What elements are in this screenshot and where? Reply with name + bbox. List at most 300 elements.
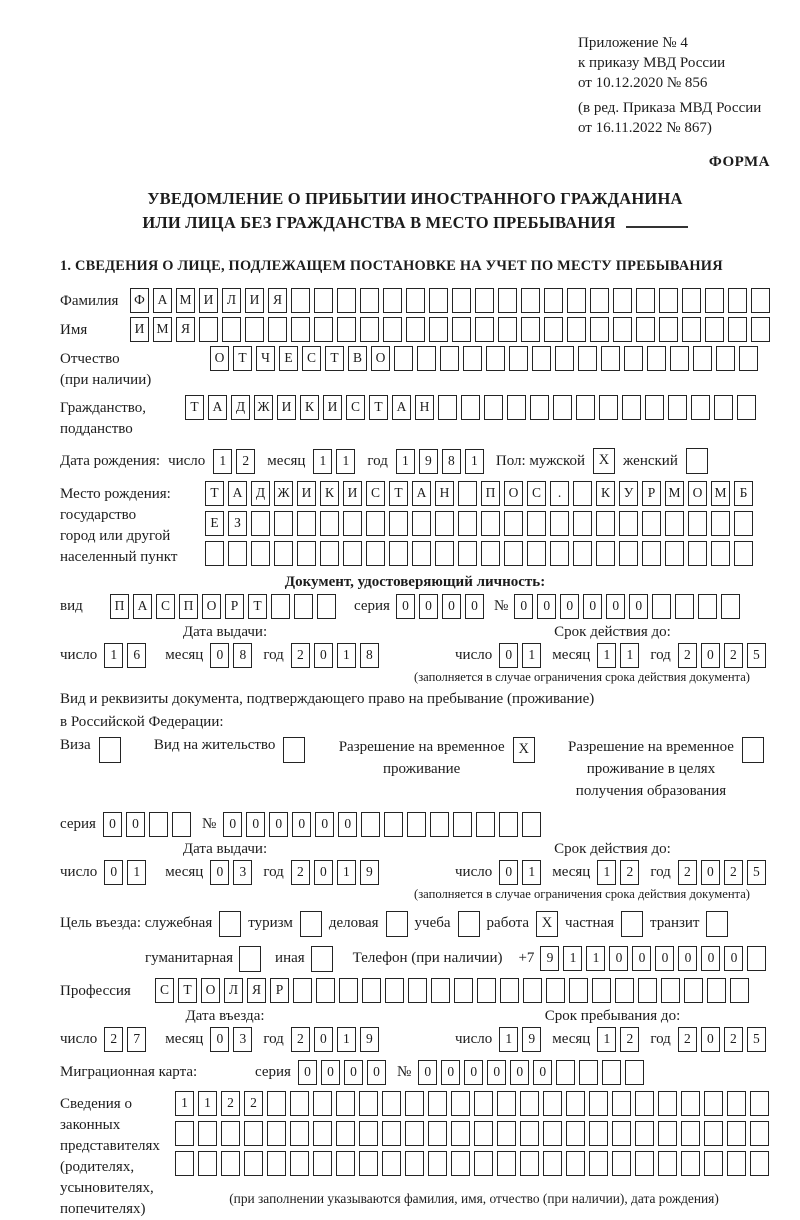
form-cell[interactable] xyxy=(199,317,218,342)
form-cell[interactable] xyxy=(550,541,569,566)
form-cell[interactable] xyxy=(405,1091,424,1116)
form-cell[interactable] xyxy=(452,288,471,313)
form-cell[interactable] xyxy=(274,541,293,566)
form-cell[interactable] xyxy=(727,1121,746,1146)
form-cell[interactable]: 0 xyxy=(609,946,628,971)
form-cell[interactable]: 7 xyxy=(127,1027,146,1052)
form-cell[interactable]: 3 xyxy=(233,1027,252,1052)
form-cell[interactable] xyxy=(734,511,753,536)
form-cell[interactable] xyxy=(497,1121,516,1146)
form-cell[interactable]: М xyxy=(665,481,684,506)
form-cell[interactable] xyxy=(573,481,592,506)
form-cell[interactable]: 0 xyxy=(560,594,579,619)
form-cell[interactable]: 1 xyxy=(597,860,616,885)
form-cell[interactable]: 3 xyxy=(233,860,252,885)
form-cell[interactable] xyxy=(336,1121,355,1146)
form-cell[interactable] xyxy=(481,541,500,566)
form-cell[interactable] xyxy=(521,317,540,342)
form-cell[interactable] xyxy=(313,1121,332,1146)
form-cell[interactable] xyxy=(693,346,712,371)
form-cell[interactable] xyxy=(566,1121,585,1146)
form-cell[interactable] xyxy=(290,1151,309,1176)
form-cell[interactable]: Я xyxy=(176,317,195,342)
form-cell[interactable] xyxy=(428,1121,447,1146)
form-cell[interactable] xyxy=(707,978,726,1003)
form-cell[interactable] xyxy=(417,346,436,371)
form-cell[interactable] xyxy=(314,288,333,313)
form-cell[interactable]: Т xyxy=(389,481,408,506)
form-cell[interactable] xyxy=(336,1091,355,1116)
form-cell[interactable]: 0 xyxy=(724,946,743,971)
form-cell[interactable] xyxy=(497,1151,516,1176)
form-cell[interactable] xyxy=(688,541,707,566)
form-cell[interactable]: 0 xyxy=(223,812,242,837)
form-cell[interactable]: 2 xyxy=(291,860,310,885)
form-cell[interactable]: 2 xyxy=(678,643,697,668)
form-cell[interactable]: И xyxy=(130,317,149,342)
form-cell[interactable] xyxy=(198,1121,217,1146)
form-cell[interactable]: П xyxy=(481,481,500,506)
form-cell[interactable] xyxy=(555,346,574,371)
form-cell[interactable] xyxy=(429,317,448,342)
male-checkbox[interactable]: X xyxy=(593,448,615,474)
form-cell[interactable]: 0 xyxy=(314,860,333,885)
form-cell[interactable]: 2 xyxy=(236,449,255,474)
form-cell[interactable] xyxy=(245,317,264,342)
tourism-checkbox[interactable] xyxy=(300,911,322,937)
form-cell[interactable] xyxy=(543,1151,562,1176)
form-cell[interactable] xyxy=(652,594,671,619)
form-cell[interactable]: С xyxy=(156,594,175,619)
form-cell[interactable] xyxy=(382,1091,401,1116)
form-cell[interactable] xyxy=(576,395,595,420)
form-cell[interactable]: 1 xyxy=(563,946,582,971)
business-checkbox[interactable] xyxy=(386,911,408,937)
form-cell[interactable] xyxy=(382,1121,401,1146)
form-cell[interactable] xyxy=(543,1121,562,1146)
form-cell[interactable] xyxy=(477,978,496,1003)
form-cell[interactable] xyxy=(244,1121,263,1146)
form-cell[interactable] xyxy=(520,1091,539,1116)
form-cell[interactable] xyxy=(704,1151,723,1176)
form-cell[interactable] xyxy=(451,1121,470,1146)
form-cell[interactable]: И xyxy=(199,288,218,313)
form-cell[interactable] xyxy=(532,346,551,371)
form-cell[interactable]: Н xyxy=(415,395,434,420)
form-cell[interactable]: . xyxy=(550,481,569,506)
form-cell[interactable] xyxy=(589,1151,608,1176)
form-cell[interactable] xyxy=(498,317,517,342)
form-cell[interactable] xyxy=(408,978,427,1003)
form-cell[interactable] xyxy=(739,346,758,371)
form-cell[interactable]: 0 xyxy=(126,812,145,837)
form-cell[interactable] xyxy=(481,511,500,536)
form-cell[interactable]: И xyxy=(245,288,264,313)
form-cell[interactable]: М xyxy=(176,288,195,313)
form-cell[interactable] xyxy=(251,511,270,536)
temp-permit-edu-checkbox[interactable] xyxy=(742,737,764,763)
form-cell[interactable]: 0 xyxy=(441,1060,460,1085)
form-cell[interactable] xyxy=(429,288,448,313)
form-cell[interactable]: 0 xyxy=(678,946,697,971)
form-cell[interactable]: 0 xyxy=(338,812,357,837)
form-cell[interactable]: 0 xyxy=(292,812,311,837)
form-cell[interactable] xyxy=(520,1151,539,1176)
form-cell[interactable] xyxy=(523,978,542,1003)
form-cell[interactable] xyxy=(297,511,316,536)
official-checkbox[interactable] xyxy=(219,911,241,937)
form-cell[interactable]: Ж xyxy=(254,395,273,420)
form-cell[interactable] xyxy=(684,978,703,1003)
form-cell[interactable]: О xyxy=(688,481,707,506)
form-cell[interactable]: Я xyxy=(268,288,287,313)
form-cell[interactable] xyxy=(406,317,425,342)
form-cell[interactable] xyxy=(461,395,480,420)
form-cell[interactable]: О xyxy=(371,346,390,371)
form-cell[interactable]: 1 xyxy=(465,449,484,474)
form-cell[interactable]: 1 xyxy=(198,1091,217,1116)
form-cell[interactable] xyxy=(339,978,358,1003)
form-cell[interactable] xyxy=(294,594,313,619)
form-cell[interactable] xyxy=(527,541,546,566)
form-cell[interactable] xyxy=(642,511,661,536)
form-cell[interactable]: 5 xyxy=(747,860,766,885)
form-cell[interactable] xyxy=(567,288,586,313)
form-cell[interactable] xyxy=(314,317,333,342)
form-cell[interactable]: 0 xyxy=(464,1060,483,1085)
form-cell[interactable]: Н xyxy=(435,481,454,506)
form-cell[interactable]: 0 xyxy=(418,1060,437,1085)
form-cell[interactable] xyxy=(337,317,356,342)
form-cell[interactable] xyxy=(274,511,293,536)
form-cell[interactable]: 2 xyxy=(724,860,743,885)
form-cell[interactable] xyxy=(291,288,310,313)
form-cell[interactable]: 2 xyxy=(620,860,639,885)
form-cell[interactable] xyxy=(475,288,494,313)
form-cell[interactable] xyxy=(642,541,661,566)
form-cell[interactable]: О xyxy=(202,594,221,619)
form-cell[interactable]: И xyxy=(277,395,296,420)
form-cell[interactable]: В xyxy=(348,346,367,371)
form-cell[interactable] xyxy=(293,978,312,1003)
form-cell[interactable]: К xyxy=(320,481,339,506)
form-cell[interactable] xyxy=(681,1151,700,1176)
form-cell[interactable] xyxy=(384,812,403,837)
form-cell[interactable] xyxy=(271,594,290,619)
form-cell[interactable] xyxy=(172,812,191,837)
form-cell[interactable] xyxy=(366,541,385,566)
form-cell[interactable] xyxy=(412,541,431,566)
form-cell[interactable]: 1 xyxy=(522,643,541,668)
form-cell[interactable] xyxy=(636,317,655,342)
form-cell[interactable] xyxy=(337,288,356,313)
form-cell[interactable] xyxy=(359,1151,378,1176)
form-cell[interactable]: 2 xyxy=(291,1027,310,1052)
form-cell[interactable]: 1 xyxy=(586,946,605,971)
form-cell[interactable] xyxy=(711,511,730,536)
form-cell[interactable]: 0 xyxy=(701,946,720,971)
form-cell[interactable] xyxy=(435,511,454,536)
form-cell[interactable]: 2 xyxy=(221,1091,240,1116)
form-cell[interactable] xyxy=(546,978,565,1003)
work-checkbox[interactable]: X xyxy=(536,911,558,937)
form-cell[interactable] xyxy=(431,978,450,1003)
form-cell[interactable] xyxy=(428,1151,447,1176)
form-cell[interactable] xyxy=(589,1091,608,1116)
form-cell[interactable] xyxy=(251,541,270,566)
form-cell[interactable]: 0 xyxy=(606,594,625,619)
form-cell[interactable]: С xyxy=(302,346,321,371)
form-cell[interactable]: 1 xyxy=(336,449,355,474)
form-cell[interactable] xyxy=(665,541,684,566)
form-cell[interactable]: А xyxy=(153,288,172,313)
form-cell[interactable]: А xyxy=(133,594,152,619)
form-cell[interactable] xyxy=(750,1091,769,1116)
temp-permit-checkbox[interactable]: X xyxy=(513,737,535,763)
form-cell[interactable] xyxy=(383,317,402,342)
form-cell[interactable] xyxy=(727,1091,746,1116)
form-cell[interactable] xyxy=(647,346,666,371)
form-cell[interactable] xyxy=(509,346,528,371)
form-cell[interactable] xyxy=(578,346,597,371)
form-cell[interactable]: 8 xyxy=(233,643,252,668)
form-cell[interactable] xyxy=(458,481,477,506)
form-cell[interactable]: 2 xyxy=(244,1091,263,1116)
form-cell[interactable]: О xyxy=(504,481,523,506)
form-cell[interactable]: Р xyxy=(642,481,661,506)
form-cell[interactable]: 2 xyxy=(678,860,697,885)
form-cell[interactable] xyxy=(566,1151,585,1176)
form-cell[interactable]: М xyxy=(711,481,730,506)
form-cell[interactable]: 1 xyxy=(620,643,639,668)
form-cell[interactable]: С xyxy=(346,395,365,420)
form-cell[interactable] xyxy=(573,511,592,536)
form-cell[interactable] xyxy=(430,812,449,837)
form-cell[interactable]: 0 xyxy=(210,860,229,885)
form-cell[interactable]: Ф xyxy=(130,288,149,313)
form-cell[interactable]: Ч xyxy=(256,346,275,371)
form-cell[interactable]: 0 xyxy=(514,594,533,619)
form-cell[interactable]: К xyxy=(596,481,615,506)
form-cell[interactable]: Р xyxy=(270,978,289,1003)
form-cell[interactable] xyxy=(550,511,569,536)
form-cell[interactable] xyxy=(412,511,431,536)
form-cell[interactable] xyxy=(592,978,611,1003)
form-cell[interactable] xyxy=(635,1091,654,1116)
form-cell[interactable]: 0 xyxy=(210,643,229,668)
form-cell[interactable] xyxy=(705,317,724,342)
form-cell[interactable] xyxy=(668,395,687,420)
form-cell[interactable] xyxy=(747,946,766,971)
form-cell[interactable] xyxy=(451,1091,470,1116)
form-cell[interactable]: 0 xyxy=(701,643,720,668)
form-cell[interactable] xyxy=(544,317,563,342)
form-cell[interactable]: 2 xyxy=(678,1027,697,1052)
form-cell[interactable] xyxy=(205,541,224,566)
form-cell[interactable]: Ж xyxy=(274,481,293,506)
form-cell[interactable] xyxy=(389,541,408,566)
form-cell[interactable]: Д xyxy=(251,481,270,506)
form-cell[interactable]: 0 xyxy=(419,594,438,619)
form-cell[interactable] xyxy=(658,1151,677,1176)
form-cell[interactable]: У xyxy=(619,481,638,506)
form-cell[interactable]: 2 xyxy=(291,643,310,668)
form-cell[interactable]: 1 xyxy=(396,449,415,474)
form-cell[interactable] xyxy=(521,288,540,313)
form-cell[interactable] xyxy=(645,395,664,420)
form-cell[interactable]: С xyxy=(527,481,546,506)
form-cell[interactable] xyxy=(474,1151,493,1176)
form-cell[interactable] xyxy=(566,1091,585,1116)
form-cell[interactable] xyxy=(343,511,362,536)
form-cell[interactable]: 1 xyxy=(337,860,356,885)
form-cell[interactable] xyxy=(658,1121,677,1146)
form-cell[interactable] xyxy=(624,346,643,371)
form-cell[interactable]: 0 xyxy=(499,860,518,885)
form-cell[interactable] xyxy=(750,1121,769,1146)
form-cell[interactable] xyxy=(635,1151,654,1176)
form-cell[interactable] xyxy=(704,1091,723,1116)
form-cell[interactable] xyxy=(452,317,471,342)
form-cell[interactable] xyxy=(405,1121,424,1146)
form-cell[interactable]: Е xyxy=(205,511,224,536)
form-cell[interactable] xyxy=(681,1091,700,1116)
form-cell[interactable]: Т xyxy=(325,346,344,371)
form-cell[interactable] xyxy=(394,346,413,371)
form-cell[interactable]: С xyxy=(155,978,174,1003)
form-cell[interactable]: 1 xyxy=(597,643,616,668)
form-cell[interactable]: 0 xyxy=(367,1060,386,1085)
form-cell[interactable] xyxy=(596,541,615,566)
form-cell[interactable] xyxy=(659,317,678,342)
form-cell[interactable]: 1 xyxy=(337,643,356,668)
form-cell[interactable] xyxy=(359,1091,378,1116)
form-cell[interactable] xyxy=(175,1151,194,1176)
form-cell[interactable]: 9 xyxy=(360,860,379,885)
form-cell[interactable] xyxy=(734,541,753,566)
form-cell[interactable] xyxy=(714,395,733,420)
form-cell[interactable]: 9 xyxy=(360,1027,379,1052)
form-cell[interactable]: 0 xyxy=(396,594,415,619)
form-cell[interactable]: 0 xyxy=(321,1060,340,1085)
form-cell[interactable] xyxy=(504,541,523,566)
form-cell[interactable] xyxy=(691,395,710,420)
form-cell[interactable]: 9 xyxy=(522,1027,541,1052)
form-cell[interactable]: Л xyxy=(224,978,243,1003)
form-cell[interactable] xyxy=(728,288,747,313)
form-cell[interactable]: 2 xyxy=(724,643,743,668)
form-cell[interactable]: 2 xyxy=(724,1027,743,1052)
form-cell[interactable] xyxy=(484,395,503,420)
form-cell[interactable]: Т xyxy=(233,346,252,371)
form-cell[interactable]: 1 xyxy=(175,1091,194,1116)
form-cell[interactable] xyxy=(721,594,740,619)
form-cell[interactable]: 1 xyxy=(522,860,541,885)
form-cell[interactable] xyxy=(613,317,632,342)
other-purpose-checkbox[interactable] xyxy=(311,946,333,972)
form-cell[interactable] xyxy=(579,1060,598,1085)
visa-checkbox[interactable] xyxy=(99,737,121,763)
form-cell[interactable] xyxy=(499,812,518,837)
form-cell[interactable] xyxy=(405,1151,424,1176)
form-cell[interactable] xyxy=(267,1121,286,1146)
form-cell[interactable] xyxy=(453,812,472,837)
form-cell[interactable] xyxy=(359,1121,378,1146)
form-cell[interactable]: 0 xyxy=(655,946,674,971)
form-cell[interactable] xyxy=(360,317,379,342)
form-cell[interactable] xyxy=(290,1121,309,1146)
form-cell[interactable] xyxy=(498,288,517,313)
form-cell[interactable] xyxy=(543,1091,562,1116)
form-cell[interactable]: 0 xyxy=(632,946,651,971)
form-cell[interactable] xyxy=(675,594,694,619)
form-cell[interactable]: 0 xyxy=(629,594,648,619)
form-cell[interactable]: 0 xyxy=(442,594,461,619)
form-cell[interactable] xyxy=(730,978,749,1003)
form-cell[interactable]: 0 xyxy=(533,1060,552,1085)
form-cell[interactable] xyxy=(428,1091,447,1116)
form-cell[interactable]: 1 xyxy=(127,860,146,885)
form-cell[interactable] xyxy=(291,317,310,342)
form-cell[interactable] xyxy=(612,1091,631,1116)
form-cell[interactable] xyxy=(658,1091,677,1116)
form-cell[interactable] xyxy=(504,511,523,536)
form-cell[interactable]: 1 xyxy=(104,643,123,668)
form-cell[interactable]: А xyxy=(412,481,431,506)
form-cell[interactable] xyxy=(589,1121,608,1146)
form-cell[interactable]: 0 xyxy=(487,1060,506,1085)
form-cell[interactable] xyxy=(635,1121,654,1146)
form-cell[interactable] xyxy=(267,1091,286,1116)
form-cell[interactable] xyxy=(435,541,454,566)
form-cell[interactable] xyxy=(688,511,707,536)
form-cell[interactable] xyxy=(619,541,638,566)
form-cell[interactable]: 1 xyxy=(313,449,332,474)
form-cell[interactable] xyxy=(316,978,335,1003)
form-cell[interactable] xyxy=(407,812,426,837)
form-cell[interactable] xyxy=(601,346,620,371)
form-cell[interactable] xyxy=(267,1151,286,1176)
form-cell[interactable] xyxy=(221,1151,240,1176)
female-checkbox[interactable] xyxy=(686,448,708,474)
form-cell[interactable] xyxy=(497,1091,516,1116)
form-cell[interactable]: Л xyxy=(222,288,241,313)
form-cell[interactable] xyxy=(360,288,379,313)
form-cell[interactable]: О xyxy=(210,346,229,371)
form-cell[interactable]: 2 xyxy=(104,1027,123,1052)
form-cell[interactable]: 0 xyxy=(499,643,518,668)
form-cell[interactable] xyxy=(636,288,655,313)
form-cell[interactable] xyxy=(317,594,336,619)
form-cell[interactable] xyxy=(522,812,541,837)
form-cell[interactable] xyxy=(682,317,701,342)
form-cell[interactable]: 0 xyxy=(465,594,484,619)
form-cell[interactable] xyxy=(507,395,526,420)
form-cell[interactable] xyxy=(599,395,618,420)
study-checkbox[interactable] xyxy=(458,911,480,937)
form-cell[interactable] xyxy=(198,1151,217,1176)
form-cell[interactable]: И xyxy=(297,481,316,506)
form-cell[interactable]: 0 xyxy=(583,594,602,619)
form-cell[interactable]: 0 xyxy=(701,1027,720,1052)
form-cell[interactable]: 0 xyxy=(537,594,556,619)
form-cell[interactable]: Т xyxy=(369,395,388,420)
form-cell[interactable] xyxy=(613,288,632,313)
form-cell[interactable] xyxy=(705,288,724,313)
form-cell[interactable] xyxy=(573,541,592,566)
form-cell[interactable]: К xyxy=(300,395,319,420)
form-cell[interactable] xyxy=(438,395,457,420)
